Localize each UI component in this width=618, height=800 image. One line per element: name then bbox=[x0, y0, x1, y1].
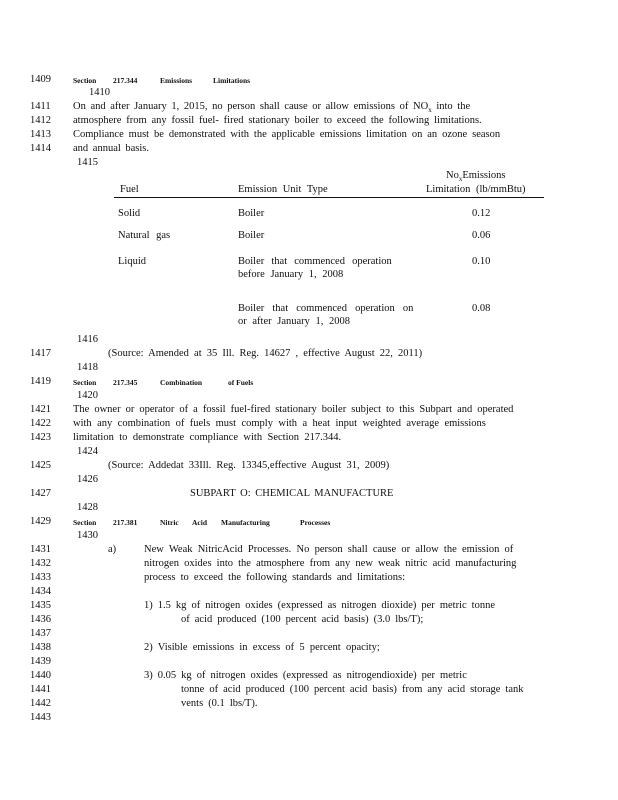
section-heading-number: 217.345 bbox=[113, 378, 138, 387]
body-line: New Weak NitricAcid Processes. No person shall cause or allow the emission of bbox=[144, 544, 514, 555]
body-text: into the bbox=[436, 101, 471, 112]
line-number: 1432 bbox=[30, 558, 51, 569]
line-number: 1417 bbox=[30, 348, 51, 359]
line-number: 1411 bbox=[30, 101, 51, 112]
list-item: of acid produced (100 percent acid basis) (3.0 lbs/T); bbox=[181, 614, 424, 625]
body-text: On and after January 1, 2015, no person shall cause or allow emissions of NO bbox=[73, 101, 429, 112]
line-number: 1443 bbox=[30, 712, 51, 723]
section-heading-title: Emissions bbox=[160, 76, 193, 85]
line-number: 1431 bbox=[30, 544, 51, 555]
line-number: 1426 bbox=[77, 474, 98, 485]
line-number: 1429 bbox=[30, 516, 51, 527]
section-heading-title: Processes bbox=[300, 518, 331, 527]
body-line: with any combination of fuels must comply with a heat input weighted average emissions bbox=[73, 418, 486, 429]
table-cell-unit: Boiler bbox=[238, 208, 265, 219]
header-text: No bbox=[446, 170, 459, 181]
list-item: 1) 1.5 kg of nitrogen oxides (expressed as nitrogen dioxide) per metric tonne bbox=[144, 600, 496, 611]
list-item: 2) Visible emissions in excess of 5 percent opacity; bbox=[144, 642, 380, 653]
line-number: 1439 bbox=[30, 656, 51, 667]
subscript: x bbox=[458, 175, 463, 184]
list-item-label: a) bbox=[108, 544, 117, 555]
body-line: and annual basis. bbox=[73, 143, 150, 154]
source-note: (Source: Amended at 35 Ill. Reg. 14627 , effective August 22, 2011) bbox=[108, 348, 423, 359]
line-number: 1430 bbox=[77, 530, 98, 541]
header-text: Emissions bbox=[462, 170, 506, 181]
table-cell-unit: Boiler that commenced operation bbox=[238, 256, 392, 267]
section-heading-number: 217.381 bbox=[113, 518, 138, 527]
line-number: 1427 bbox=[30, 488, 51, 499]
line-number: 1435 bbox=[30, 600, 51, 611]
body-line: process to exceed the following standards and limitations: bbox=[144, 572, 405, 583]
section-heading-label: Section bbox=[73, 378, 97, 387]
body-line: The owner or operator of a fossil fuel-fired stationary boiler subject to this Subpart and operated bbox=[73, 404, 514, 415]
section-heading-number: 217.344 bbox=[113, 76, 138, 85]
table-cell-fuel: Liquid bbox=[118, 256, 146, 267]
table-cell-limit: 0.12 bbox=[472, 208, 491, 219]
line-number: 1421 bbox=[30, 404, 51, 415]
line-number: 1438 bbox=[30, 642, 51, 653]
line-number: 1428 bbox=[77, 502, 98, 513]
line-number: 1442 bbox=[30, 698, 51, 709]
line-number: 1424 bbox=[77, 446, 98, 457]
section-heading-title: Manufacturing bbox=[221, 518, 270, 527]
line-number: 1422 bbox=[30, 418, 51, 429]
subscript: x bbox=[428, 106, 432, 115]
table-cell-fuel: Solid bbox=[118, 208, 141, 219]
line-number: 1414 bbox=[30, 143, 51, 154]
table-cell-unit: Boiler that commenced operation on bbox=[238, 303, 414, 314]
table-header-limit: Limitation (lb/mmBtu) bbox=[426, 184, 526, 195]
line-number: 1420 bbox=[77, 390, 98, 401]
line-number: 1437 bbox=[30, 628, 51, 639]
subpart-heading: SUBPART O: CHEMICAL MANUFACTURE bbox=[190, 488, 394, 499]
section-heading-title: Combination bbox=[160, 378, 203, 387]
line-number: 1434 bbox=[30, 586, 51, 597]
line-number: 1423 bbox=[30, 432, 51, 443]
line-number: 1415 bbox=[77, 157, 98, 168]
body-line: atmosphere from any fossil fuel- fired stationary boiler to exceed the following limitations. bbox=[73, 115, 482, 126]
section-heading-title: of Fuels bbox=[228, 378, 254, 387]
line-number: 1425 bbox=[30, 460, 51, 471]
table-cell-limit: 0.08 bbox=[472, 303, 491, 314]
body-line bbox=[73, 101, 470, 116]
table-header-rule bbox=[114, 197, 544, 198]
section-heading-label: Section bbox=[73, 76, 97, 85]
body-line: nitrogen oxides into the atmosphere from any new weak nitric acid manufacturing bbox=[144, 558, 517, 569]
line-number: 1436 bbox=[30, 614, 51, 625]
body-line: limitation to demonstrate compliance with Section 217.344. bbox=[73, 432, 342, 443]
section-heading-title: Acid bbox=[192, 518, 207, 527]
line-number: 1412 bbox=[30, 115, 51, 126]
line-number: 1433 bbox=[30, 572, 51, 583]
line-number: 1441 bbox=[30, 684, 51, 695]
line-number: 1413 bbox=[30, 129, 51, 140]
line-number: 1418 bbox=[77, 362, 98, 373]
line-number: 1416 bbox=[77, 334, 98, 345]
line-number: 1410 bbox=[89, 87, 110, 98]
body-line: Compliance must be demonstrated with the applicable emissions limitation on an ozone season bbox=[73, 129, 501, 140]
table-cell-limit: 0.10 bbox=[472, 256, 491, 267]
table-cell-limit: 0.06 bbox=[472, 230, 491, 241]
line-number: 1440 bbox=[30, 670, 51, 681]
list-item: 3) 0.05 kg of nitrogen oxides (expressed as nitrogendioxide) per metric bbox=[144, 670, 467, 681]
section-heading-label: Section bbox=[73, 518, 97, 527]
list-item: tonne of acid produced (100 percent acid basis) from any acid storage tank bbox=[181, 684, 524, 695]
line-number: 1419 bbox=[30, 376, 51, 387]
table-cell-unit: or after January 1, 2008 bbox=[238, 316, 351, 327]
table-header-unit: Emission Unit Type bbox=[238, 184, 328, 195]
source-note: (Source: Addedat 33Ill. Reg. 13345,effective August 31, 2009) bbox=[108, 460, 390, 471]
table-cell-unit: Boiler bbox=[238, 230, 265, 241]
table-cell-fuel: Natural gas bbox=[118, 230, 171, 241]
list-item: vents (0.1 lbs/T). bbox=[181, 698, 258, 709]
section-heading-title: Nitric bbox=[160, 518, 179, 527]
line-number: 1409 bbox=[30, 74, 51, 85]
table-cell-unit: before January 1, 2008 bbox=[238, 269, 344, 280]
section-heading-title: Limitations bbox=[213, 76, 251, 85]
table-header-limit bbox=[446, 170, 506, 185]
table-header-fuel: Fuel bbox=[120, 184, 139, 195]
